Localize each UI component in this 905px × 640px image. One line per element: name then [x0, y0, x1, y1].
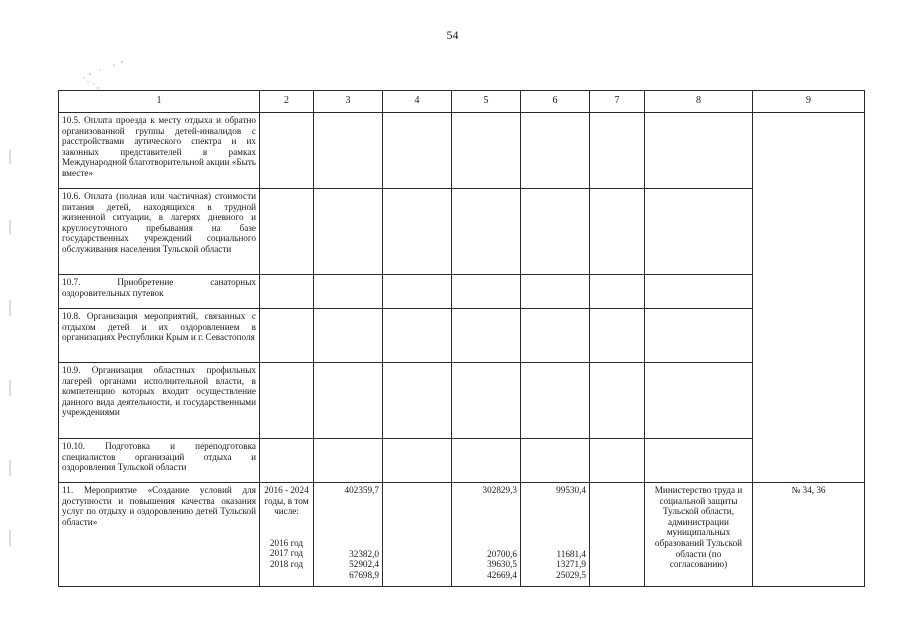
empty-cell	[260, 275, 314, 309]
empty-cell	[383, 309, 452, 363]
empty-cell	[452, 309, 521, 363]
activity-description: 10.5. Оплата проезда к месту отдыха и обратно организованной группы детей-инвалидов с расстройствами аутического спектра и их законных представителей в рамках Международной благотворительной акции «Быть вместе»	[59, 113, 260, 189]
empty-cell	[260, 189, 314, 275]
column-header: 8	[645, 91, 753, 113]
empty-cell	[314, 439, 383, 483]
activity-description: 10.8. Организация мероприятий, связанных с отдыхом детей и их оздоровлением в организациях Республики Крым и г. Севастополя	[59, 309, 260, 363]
empty-cell	[452, 275, 521, 309]
program-activities-table	[58, 90, 865, 587]
activity-description: 10.9. Организация областных профильных лагерей органами исполнительной власти, в компетенцию которых входит осуществление данного вида деятельности, и государственными учреждениями	[59, 363, 260, 439]
empty-cell	[314, 309, 383, 363]
table-row	[59, 309, 865, 363]
empty-cell	[314, 363, 383, 439]
empty-cell	[590, 439, 645, 483]
empty-cell	[521, 189, 590, 275]
col3-year-values	[317, 549, 379, 581]
period-years	[263, 538, 310, 570]
measure-period	[260, 483, 314, 587]
col5-year-values	[455, 549, 517, 581]
empty-cell	[645, 189, 753, 275]
empty-cell	[590, 113, 645, 189]
empty-cell	[590, 483, 645, 587]
empty-cell	[260, 309, 314, 363]
table-row	[59, 113, 865, 189]
empty-cell	[452, 113, 521, 189]
year-label: 2017 год	[269, 548, 304, 559]
value-cell: 11681,4	[556, 548, 586, 559]
value-cell: 42669,4	[487, 569, 517, 580]
year-label: 2018 год	[269, 558, 304, 569]
table-row	[59, 439, 865, 483]
empty-cell	[383, 439, 452, 483]
column-header: 1	[59, 91, 260, 113]
value-cell: 20700,6	[487, 548, 517, 559]
activity-description: 10.6. Оплата (полная или частичная) стоимости питания детей, находящихся в трудной жизненной ситуации, в лагерях дневного и круглосуточного пребывания на базе государственных учреждений социального обслуживания населения Тульской области	[59, 189, 260, 275]
empty-cell	[521, 363, 590, 439]
empty-cell	[383, 275, 452, 309]
empty-cell	[383, 483, 452, 587]
empty-cell	[645, 275, 753, 309]
col3-values	[314, 483, 383, 587]
empty-cell	[590, 363, 645, 439]
empty-cell	[383, 189, 452, 275]
empty-cell	[260, 439, 314, 483]
empty-cell	[521, 275, 590, 309]
executor: Министерство труда и социальной защиты Тульской области, администрации муниципальных образований Тульской области (по согласованию)	[645, 483, 753, 587]
empty-cell	[383, 113, 452, 189]
activity-description: 10.7. Приобретение санаторных оздоровительных путевок	[59, 275, 260, 309]
table-row	[59, 275, 865, 309]
indicator-numbers: № 34, 36	[753, 483, 865, 587]
empty-cell	[645, 309, 753, 363]
col6-values	[521, 483, 590, 587]
col3-total: 402359,7	[344, 485, 379, 495]
empty-cell	[314, 275, 383, 309]
table-header-row	[59, 91, 865, 113]
empty-cell	[521, 113, 590, 189]
col5-values	[452, 483, 521, 587]
measure-description: 11. Мероприятие «Создание условий для доступности и повышения качества оказания услуг по отдыху и оздоровлению детей Тульской области»	[59, 483, 260, 587]
column-header: 5	[452, 91, 521, 113]
value-cell: 39630,5	[487, 559, 517, 570]
empty-cell	[260, 113, 314, 189]
column-header: 2	[260, 91, 314, 113]
table-row	[59, 189, 865, 275]
empty-cell	[314, 113, 383, 189]
merged-indicator-cell	[753, 113, 865, 483]
empty-cell	[521, 309, 590, 363]
empty-cell	[452, 439, 521, 483]
value-cell: 13271,9	[556, 559, 586, 570]
column-header: 3	[314, 91, 383, 113]
col5-total: 302829,3	[482, 485, 517, 495]
column-header: 6	[521, 91, 590, 113]
empty-cell	[521, 439, 590, 483]
empty-cell	[260, 363, 314, 439]
empty-cell	[645, 439, 753, 483]
empty-cell	[452, 189, 521, 275]
col6-year-values	[524, 549, 586, 581]
measure-row	[59, 483, 865, 587]
empty-cell	[314, 189, 383, 275]
col6-total: 99530,4	[556, 485, 586, 495]
empty-cell	[590, 275, 645, 309]
empty-cell	[590, 309, 645, 363]
empty-cell	[645, 363, 753, 439]
column-header: 4	[383, 91, 452, 113]
period-total: 2016 - 2024 годы, в том числе:	[264, 485, 309, 517]
value-cell: 52902,4	[349, 559, 379, 570]
page-number: 54	[446, 28, 459, 42]
value-cell: 25029,5	[556, 569, 586, 580]
value-cell: 32382,0	[349, 548, 379, 559]
value-cell: 67698,9	[349, 569, 379, 580]
year-label: 2016 год	[269, 537, 304, 548]
empty-cell	[590, 189, 645, 275]
column-header: 7	[590, 91, 645, 113]
empty-cell	[645, 113, 753, 189]
activity-description: 10.10. Подготовка и переподготовка специалистов организаций отдыха и оздоровления Тульской области	[59, 439, 260, 483]
column-header: 9	[753, 91, 865, 113]
empty-cell	[452, 363, 521, 439]
binding-marks	[8, 150, 14, 550]
table-row	[59, 363, 865, 439]
empty-cell	[383, 363, 452, 439]
